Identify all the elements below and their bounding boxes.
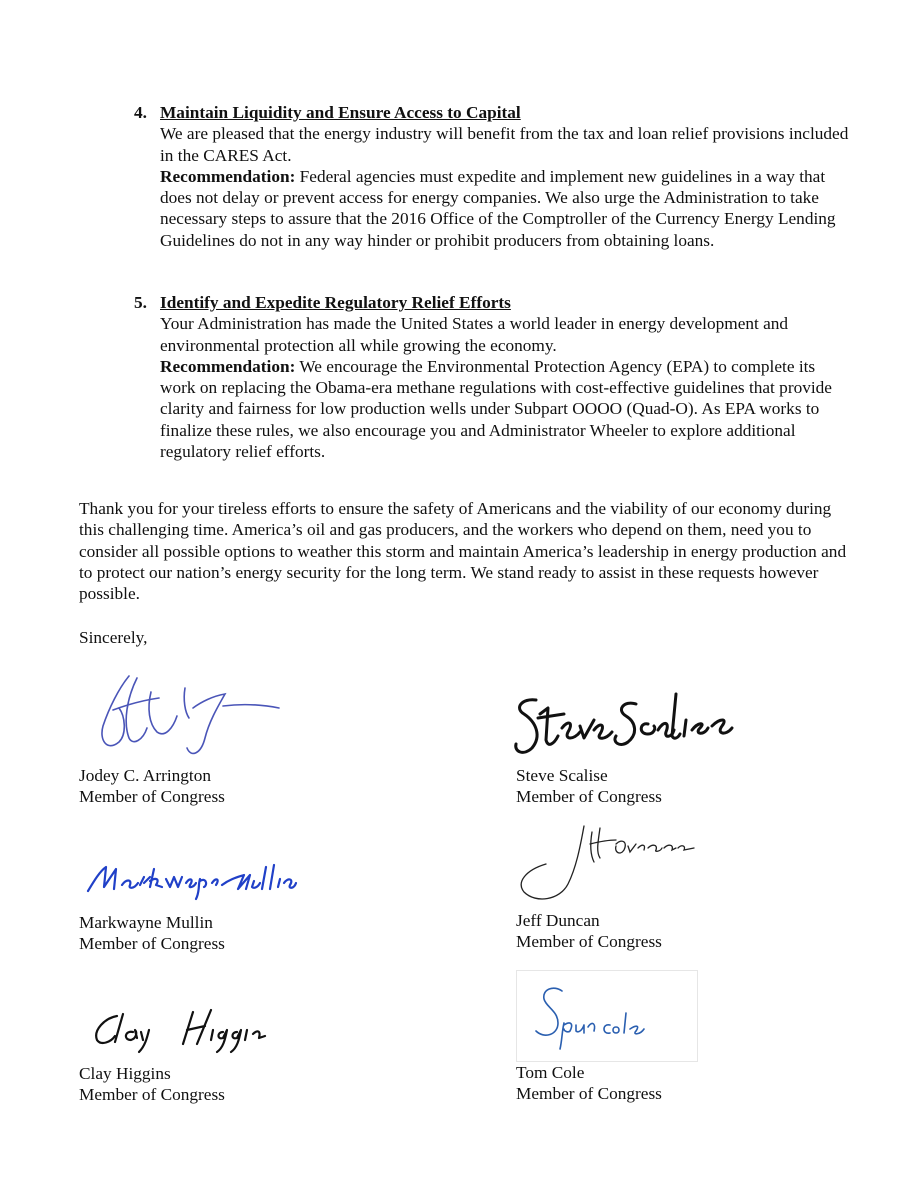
signatory-title: Member of Congress (516, 1084, 662, 1103)
handwritten-signature-duncan (516, 818, 716, 913)
item-heading: Identify and Expedite Regulatory Relief Efforts (160, 293, 511, 312)
signature-block-duncan (516, 818, 836, 958)
signatory-name: Jeff Duncan (516, 911, 600, 930)
signatory-title: Member of Congress (79, 934, 225, 953)
recommendation-label: Recommendation: (160, 356, 296, 376)
handwritten-signature-arrington (89, 668, 289, 763)
item-intro: We are pleased that the energy industry will benefit from the tax and loan relief provisions included in the CARES Act. (160, 124, 849, 165)
signature-block-mullin (79, 845, 379, 955)
handwritten-signature-cole (518, 975, 698, 1060)
signatory-name: Jodey C. Arrington (79, 766, 212, 785)
signatory-name: Markwayne Mullin (79, 913, 213, 932)
item-number: 5. (134, 293, 147, 312)
list-item-5 (134, 292, 854, 462)
item-intro: Your Administration has made the United States a world leader in energy development and environmental protection all while growing the economy. (160, 314, 789, 355)
signature-block-cole (516, 975, 836, 1115)
item-number: 4. (134, 103, 147, 122)
recommendation-text: Federal agencies must expedite and implement new guidelines in a way that does not delay or prevent access for energy companies. We also urge the Administration to take necessary steps to assure that the 2016 Office of the Comptroller of the Currency Energy Lending Guidelines do not in any way hinder or prohibit producers from obtaining loans. (160, 166, 836, 250)
signature-block-arrington (79, 668, 379, 808)
signatory-title: Member of Congress (79, 787, 225, 806)
list-item-4 (134, 102, 854, 251)
recommendation-label: Recommendation: (160, 166, 296, 186)
sign-off: Sincerely, (79, 628, 148, 647)
item-recommendation (160, 166, 854, 251)
signatory-name: Tom Cole (516, 1063, 585, 1082)
signatory-title: Member of Congress (79, 1085, 225, 1104)
signature-block-higgins (79, 1000, 379, 1110)
signatory-name: Steve Scalise (516, 766, 608, 785)
closing-paragraph: Thank you for your tireless efforts to ensure the safety of Americans and the viability of our economy during this challenging time. America’s oil and gas producers, and the workers who depend on them, need you to consider all possible options to weather this storm and maintain America’s leadership in energy production and to protect our nation’s energy security for the long term. We stand ready to assist in these requests however possible. (79, 499, 847, 604)
handwritten-signature-scalise (508, 678, 738, 768)
item-heading: Maintain Liquidity and Ensure Access to Capital (160, 103, 521, 122)
recommendation-text: We encourage the Environmental Protection Agency (EPA) to complete its work on replacing the Obama-era methane regulations with cost-effective guidelines that provide clarity and fairness for low production wells under Subpart OOOO (Quad-O). As EPA works to finalize these rules, we also encourage you and Administrator Wheeler to explore additional regulatory relief efforts. (160, 356, 832, 462)
item-recommendation (160, 356, 854, 462)
handwritten-signature-mullin (84, 855, 314, 905)
handwritten-signature-higgins (89, 1008, 309, 1058)
signatory-name: Clay Higgins (79, 1064, 171, 1083)
signatory-title: Member of Congress (516, 787, 662, 806)
signatory-title: Member of Congress (516, 932, 662, 951)
signature-block-scalise (516, 668, 836, 808)
